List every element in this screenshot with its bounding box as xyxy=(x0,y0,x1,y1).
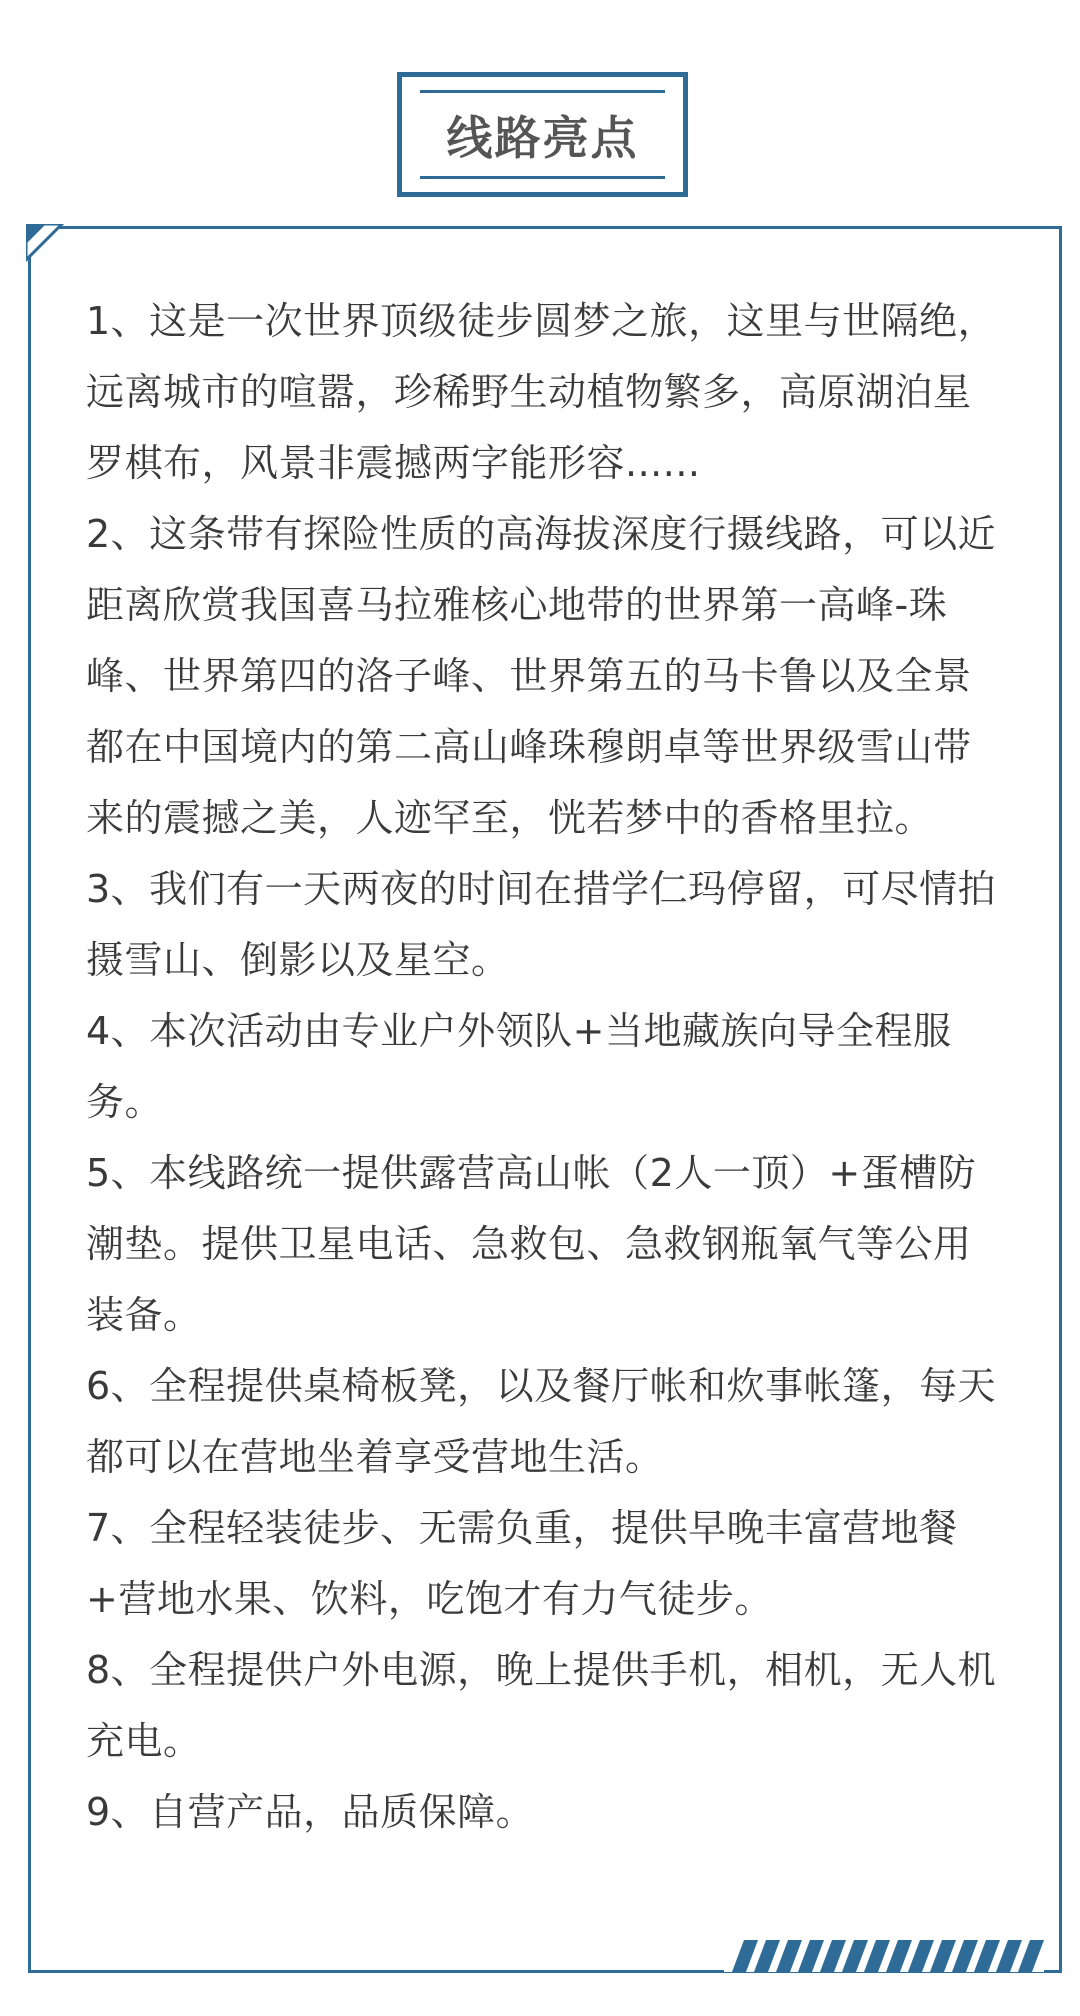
highlight-item-1: 1、这是一次世界顶级徒步圆梦之旅，这里与世隔绝，远离城市的喧嚣，珍稀野生动植物繁多，高原湖泊星罗棋布，风景非震撼两字能形容...... xyxy=(86,299,997,485)
highlights-list xyxy=(86,286,1006,1848)
corner-triangle-decoration xyxy=(26,224,68,266)
section-title-box xyxy=(397,72,688,197)
highlight-item-7: 7、全程轻装徒步、无需负重，提供早晚丰富营地餐+营地水果、饮料，吃饱才有力气徒步。 xyxy=(86,1506,958,1621)
highlight-item-4: 4、本次活动由专业户外领队+当地藏族向导全程服务。 xyxy=(86,1009,952,1124)
highlight-item-5: 5、本线路统一提供露营高山帐（2人一顶）+蛋槽防潮垫。提供卫星电话、急救包、急救钢瓶氧气等公用装备。 xyxy=(86,1151,977,1337)
section-title: 线路亮点 xyxy=(446,110,639,165)
highlight-item-8: 8、全程提供户外电源，晚上提供手机，相机，无人机充电。 xyxy=(86,1648,997,1763)
highlight-item-6: 6、全程提供桌椅板凳，以及餐厅帐和炊事帐篷，每天都可以在营地坐着享受营地生活。 xyxy=(86,1364,997,1479)
highlight-item-9: 9、自营产品，品质保障。 xyxy=(86,1790,535,1834)
title-bottom-rule xyxy=(420,176,665,179)
highlight-item-3: 3、我们有一天两夜的时间在措学仁玛停留，可尽情拍摄雪山、倒影以及星空。 xyxy=(86,867,997,982)
highlight-item-2: 2、这条带有探险性质的高海拔深度行摄线路，可以近距离欣赏我国喜马拉雅核心地带的世界第一高峰-珠峰、世界第四的洛子峰、世界第五的马卡鲁以及全景都在中国境内的第二高山峰珠穆朗卓等世界级雪山带来的震撼之美，人迹罕至，恍若梦中的香格里拉。 xyxy=(86,512,997,840)
diagonal-stripes-decoration xyxy=(724,1940,1044,1972)
